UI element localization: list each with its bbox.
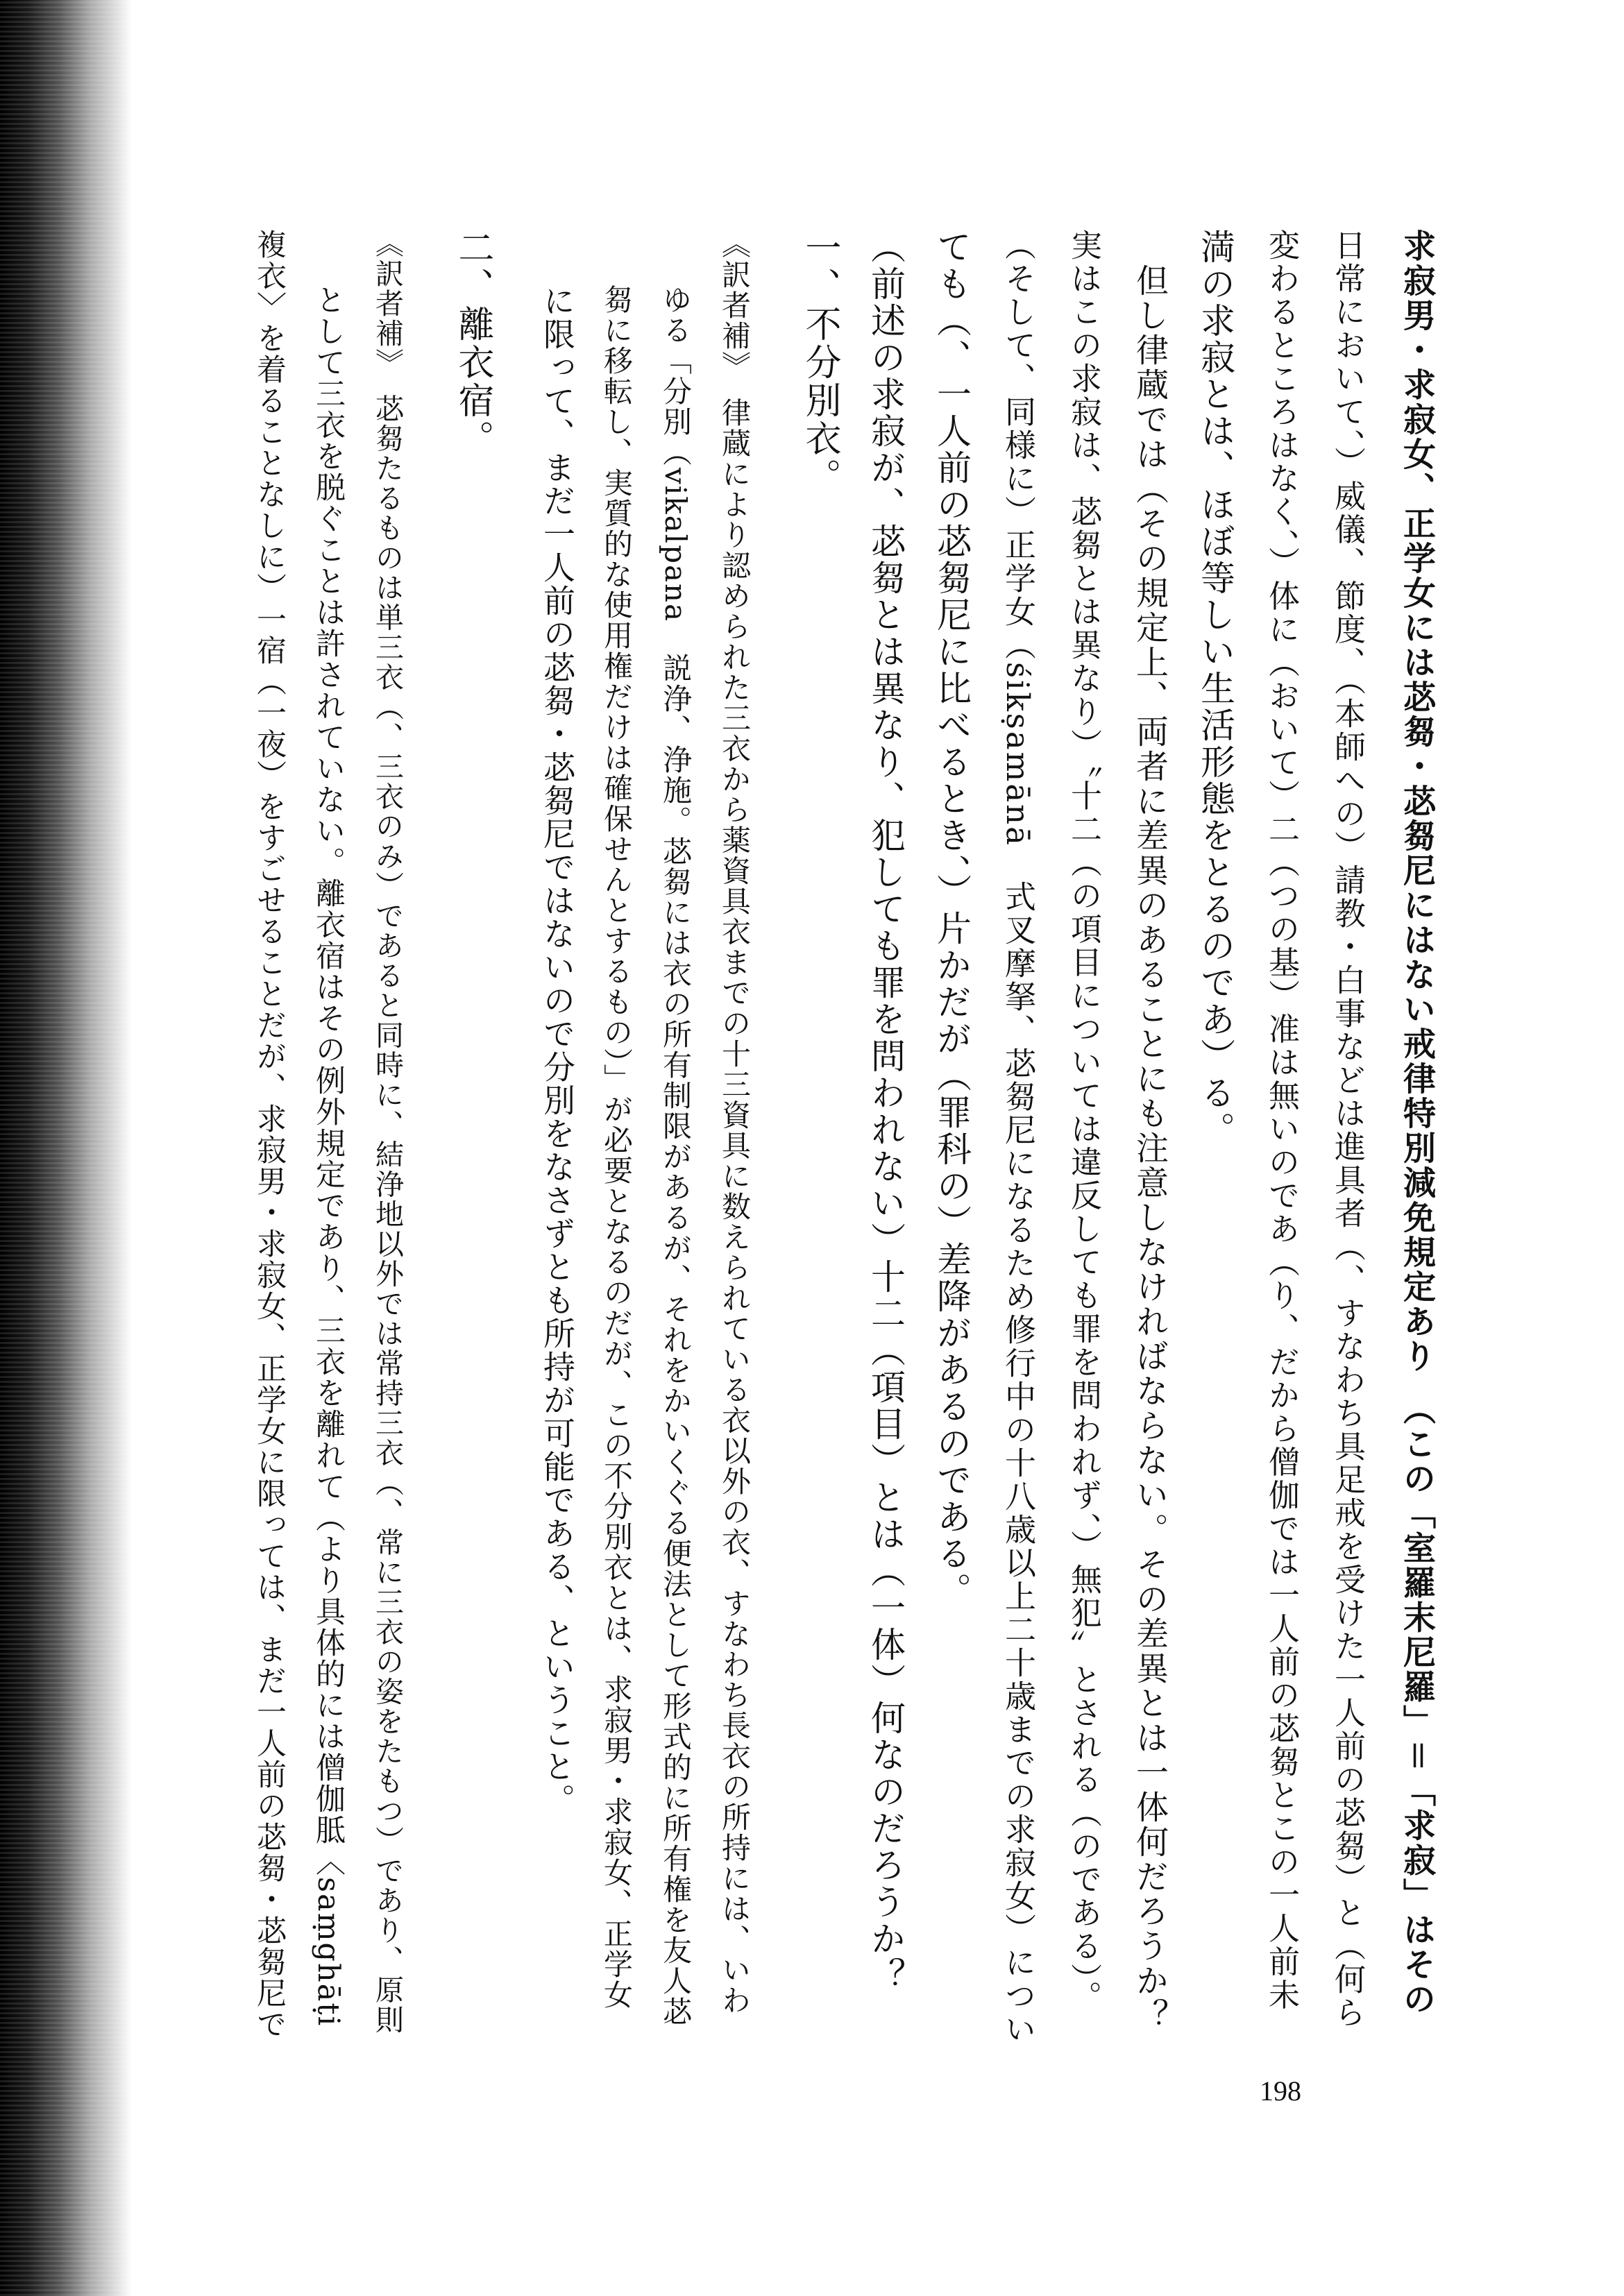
text-column: ても（、一人前の苾芻尼に比べるとき、）片かだが（罪科の）差降があるのである。 <box>931 229 972 1609</box>
binding-shadow <box>0 0 132 2296</box>
note-column: 芻に移転し、実質的な使用権だけは確保せんとするもの）」が必要となるのだが、この不分別衣とは、求寂男・求寂女、正学女 <box>600 284 634 2010</box>
note-column: 複衣〉を着ることなしに）一宿（一夜）をすごせることだが、求寂男・求寂女、正学女に限っては、まだ一人前の苾芻・苾芻尼で <box>252 229 287 2040</box>
text-column: （前述の求寂が、苾芻とは異なり、犯しても罪を問われない）十二（項目）とは（一体）何なのだろうか？ <box>865 229 906 1994</box>
text-column: 日常において、）威儀、節度、（本師への）請教・白事などは進具者（、すなわち具足戒を受けた一人前の苾芻）と（何ら <box>1329 229 1366 2030</box>
note-column: ゆる「分別（vikalpana 説浄、浄施。苾芻には衣の所有制限があるが、それをかいくぐる便法として形式的に所有権を友人苾 <box>659 284 693 2027</box>
translator-note: 《訳者補》 苾芻たるものは単三衣（、三衣のみ）であると同時に、結浄地以外では常持三衣（、常に三衣の姿をたもつ）であり、原則 <box>371 229 404 2035</box>
note-column: に限って、まだ一人前の苾芻・苾芻尼ではないので分別をなさずとも所持が可能である、ということ。 <box>539 284 576 1817</box>
text-column: （そして、同様に）正学女（śikṣamānā 式叉摩拏、苾芻尼になるため修行中の十八歳以上二十歳までの求寂女）につい <box>999 229 1036 2046</box>
item-heading: 二、離衣宿。 <box>452 229 493 458</box>
text-column: 変わるところはなく、）体に（おいて）二（つの基）准は無いのであ（り、だから僧伽では一人前の苾芻とこの一人前未 <box>1263 229 1300 2012</box>
text-column: 実はこの求寂は、苾芻とは異なり）〝十二（の項目については違反しても罪を問われず、）無犯〟とされる（のである）。 <box>1065 229 1102 2014</box>
page-body <box>187 229 1437 2047</box>
item-heading: 一、不分別衣。 <box>799 229 840 496</box>
note-column: として三衣を脱ぐことは許されていない。離衣宿はその例外規定であり、三衣を離れて（より具体的には僧伽胝〈saṃghāṭi <box>311 284 346 2027</box>
translator-note: 《訳者補》 律蔵により認められた三衣から薬資具衣までの十三資具に数えられている衣以外の衣、すなわち長衣の所持には、いわ <box>718 229 752 2016</box>
text-column: 但し律蔵では（その規定上、両者に差異のあることにも注意しなければならない。その差異とは一体何だろうか？ <box>1131 229 1169 2033</box>
text-column: 満の求寂とは、ほぼ等しい生活形態をとるのであ）る。 <box>1195 229 1235 1148</box>
page-number: 198 <box>1260 2075 1301 2107</box>
section-heading: 求寂男・求寂女、正学女には苾芻・苾芻尼にはない戒律特別減免規定あり （この「室羅末尼羅」＝「求寂」はその <box>1398 229 1436 2017</box>
